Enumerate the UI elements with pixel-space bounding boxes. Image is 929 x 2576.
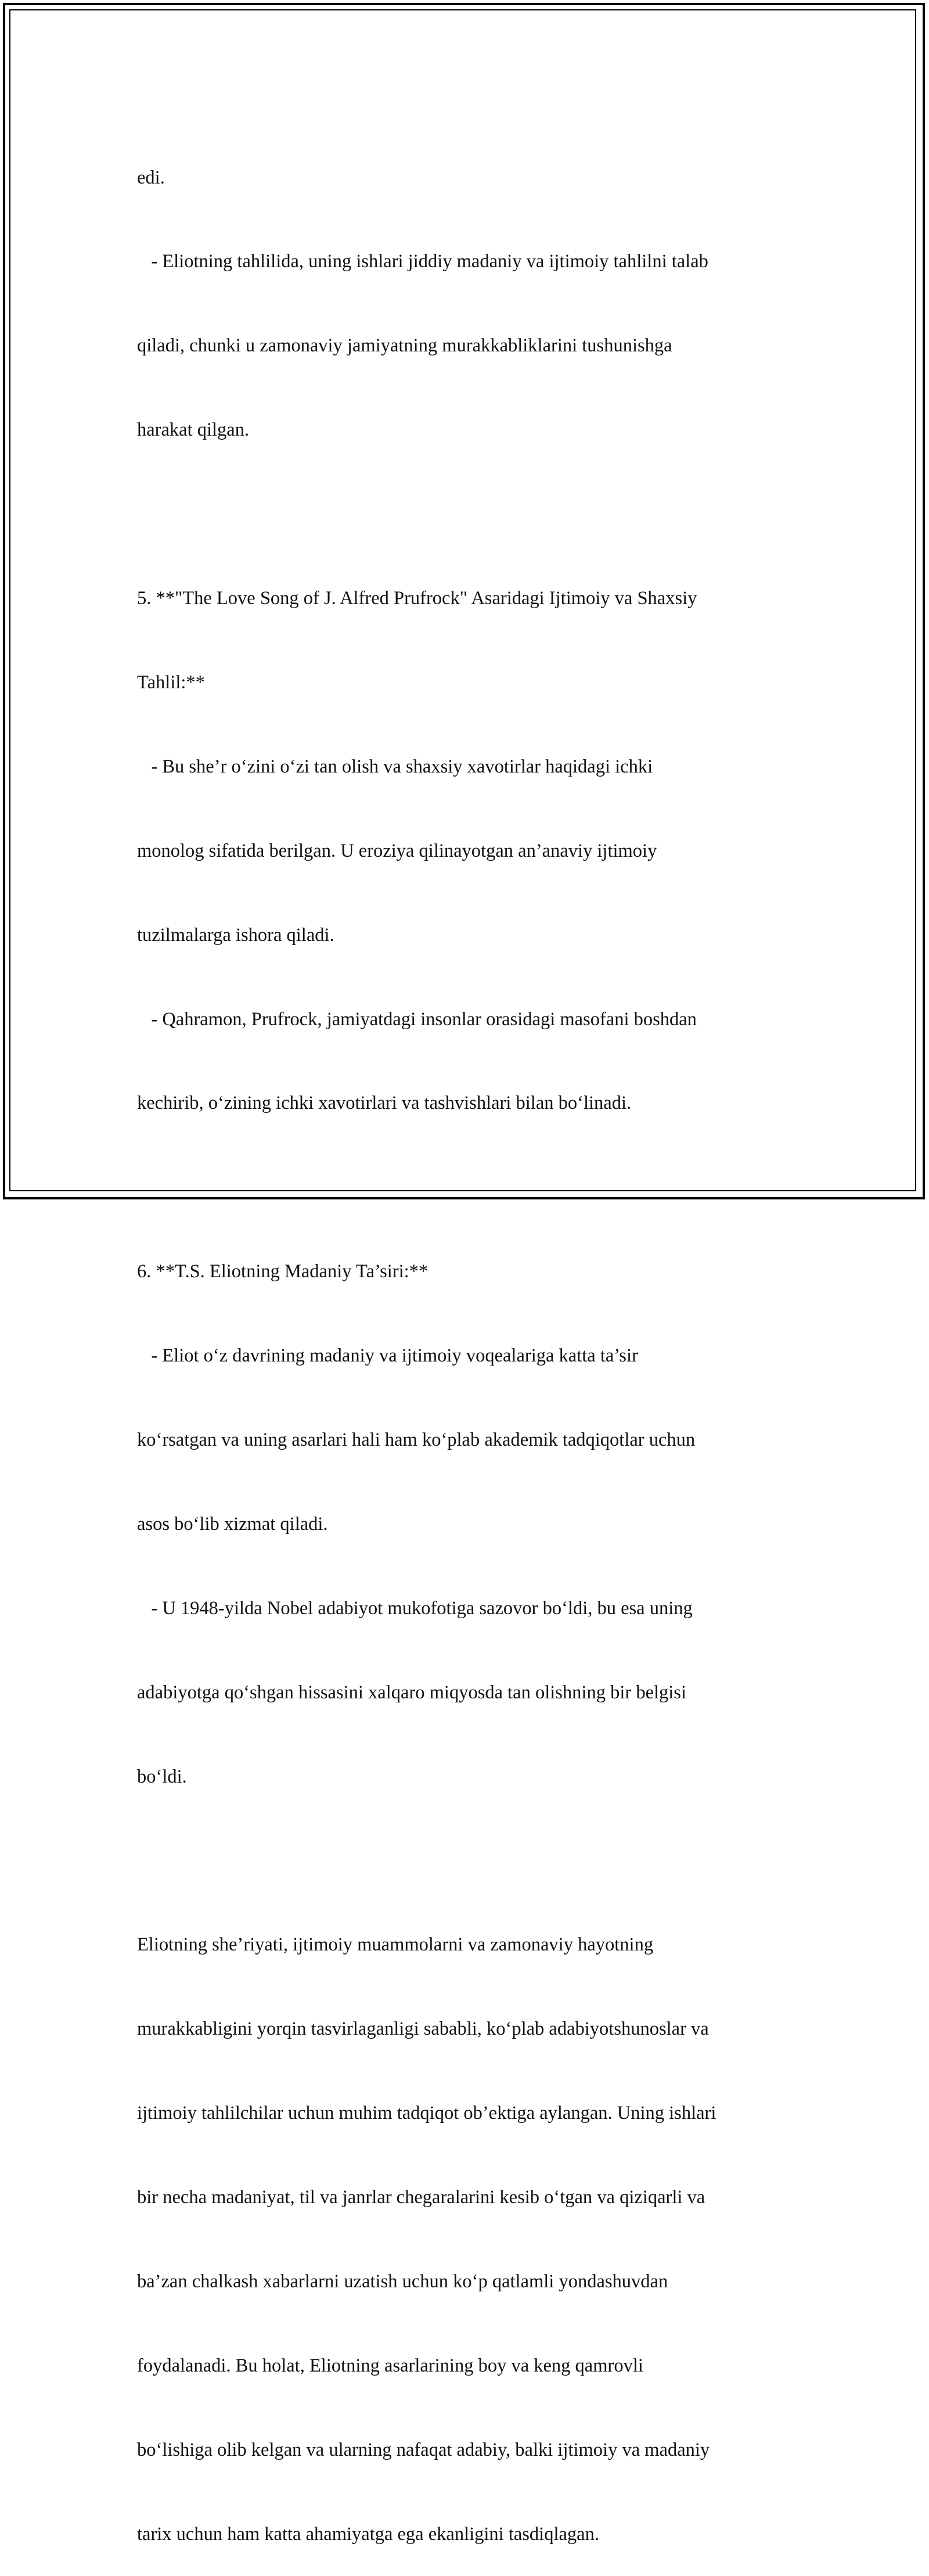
paragraph-line: bir necha madaniyat, til va janrlar chegaralarini kesib o‘tgan va qiziqarli va (137, 2186, 705, 2208)
paragraph-line: bo‘lishiga olib kelgan va ularning nafaqat adabiy, balki ijtimoiy va madaniy (137, 2439, 710, 2460)
paragraph-line: murakkabligini yorqin tasvirlaganligi sababli, ko‘plab adabiyotshunoslar va (137, 2018, 709, 2040)
text-line: edi. (137, 167, 165, 188)
document-body (137, 107, 811, 2576)
text-line: - Eliotning tahlilida, uning ishlari jiddiy madaniy va ijtimoiy tahlilni talab (137, 251, 708, 272)
text-line: tuzilmalarga ishora qiladi. (137, 924, 334, 946)
text-line: adabiyotga qo‘shgan hissasini xalqaro miqyosda tan olishning bir belgisi (137, 1682, 686, 1703)
blank-line (137, 500, 811, 528)
text-line: ko‘rsatgan va uning asarlari hali ham ko‘plab akademik tadqiqotlar uchun (137, 1429, 696, 1450)
paragraph-line: foydalanadi. Bu holat, Eliotning asarlarining boy va keng qamrovli (137, 2355, 643, 2376)
text-line: qiladi, chunki u zamonaviy jamiyatning murakkabliklarini tushunishga (137, 335, 672, 357)
section-heading-5-cont: Tahlil:** (137, 671, 205, 693)
paragraph-line: tarix uchun ham katta ahamiyatga ega ekanligini tasdiqlagan. (137, 2523, 599, 2545)
paragraph-line: ba’zan chalkash xabarlarni uzatish uchun ko‘p qatlamli yondashuvdan (137, 2270, 668, 2292)
text-line: kechirib, o‘zining ichki xavotirlari va tashvishlari bilan bo‘linadi. (137, 1093, 632, 1114)
text-line: - Bu she’r o‘zini o‘zi tan olish va shaxsiy xavotirlar haqidagi ichki (137, 756, 653, 777)
text-line: asos bo‘lib xizmat qiladi. (137, 1513, 328, 1535)
text-line: monolog sifatida berilgan. U eroziya qilinayotgan an’anaviy ijtimoiy (137, 840, 657, 861)
section-heading-6: 6. **T.S. Eliotning Madaniy Ta’siri:** (137, 1261, 429, 1282)
paragraph-line: Eliotning she’riyati, ijtimoiy muammolarni va zamonaviy hayotning (137, 1934, 654, 1956)
blank-line (137, 1173, 811, 1201)
blank-line (137, 1846, 811, 1874)
section-heading-5: 5. **"The Love Song of J. Alfred Prufrock" Asaridagi Ijtimoiy va Shaxsiy (137, 588, 697, 609)
text-line: - Qahramon, Prufrock, jamiyatdagi insonlar orasidagi masofani boshdan (137, 1008, 697, 1030)
text-line: - U 1948-yilda Nobel adabiyot mukofotiga sazovor bo‘ldi, bu esa uning (137, 1597, 693, 1619)
text-line: harakat qilgan. (137, 419, 250, 441)
paragraph-line: ijtimoiy tahlilchilar uchun muhim tadqiqot ob’ektiga aylangan. Uning ishlari (137, 2103, 716, 2124)
text-line: - Eliot o‘z davrining madaniy va ijtimoiy voqealariga katta ta’sir (137, 1345, 638, 1367)
text-line: bo‘ldi. (137, 1766, 187, 1787)
